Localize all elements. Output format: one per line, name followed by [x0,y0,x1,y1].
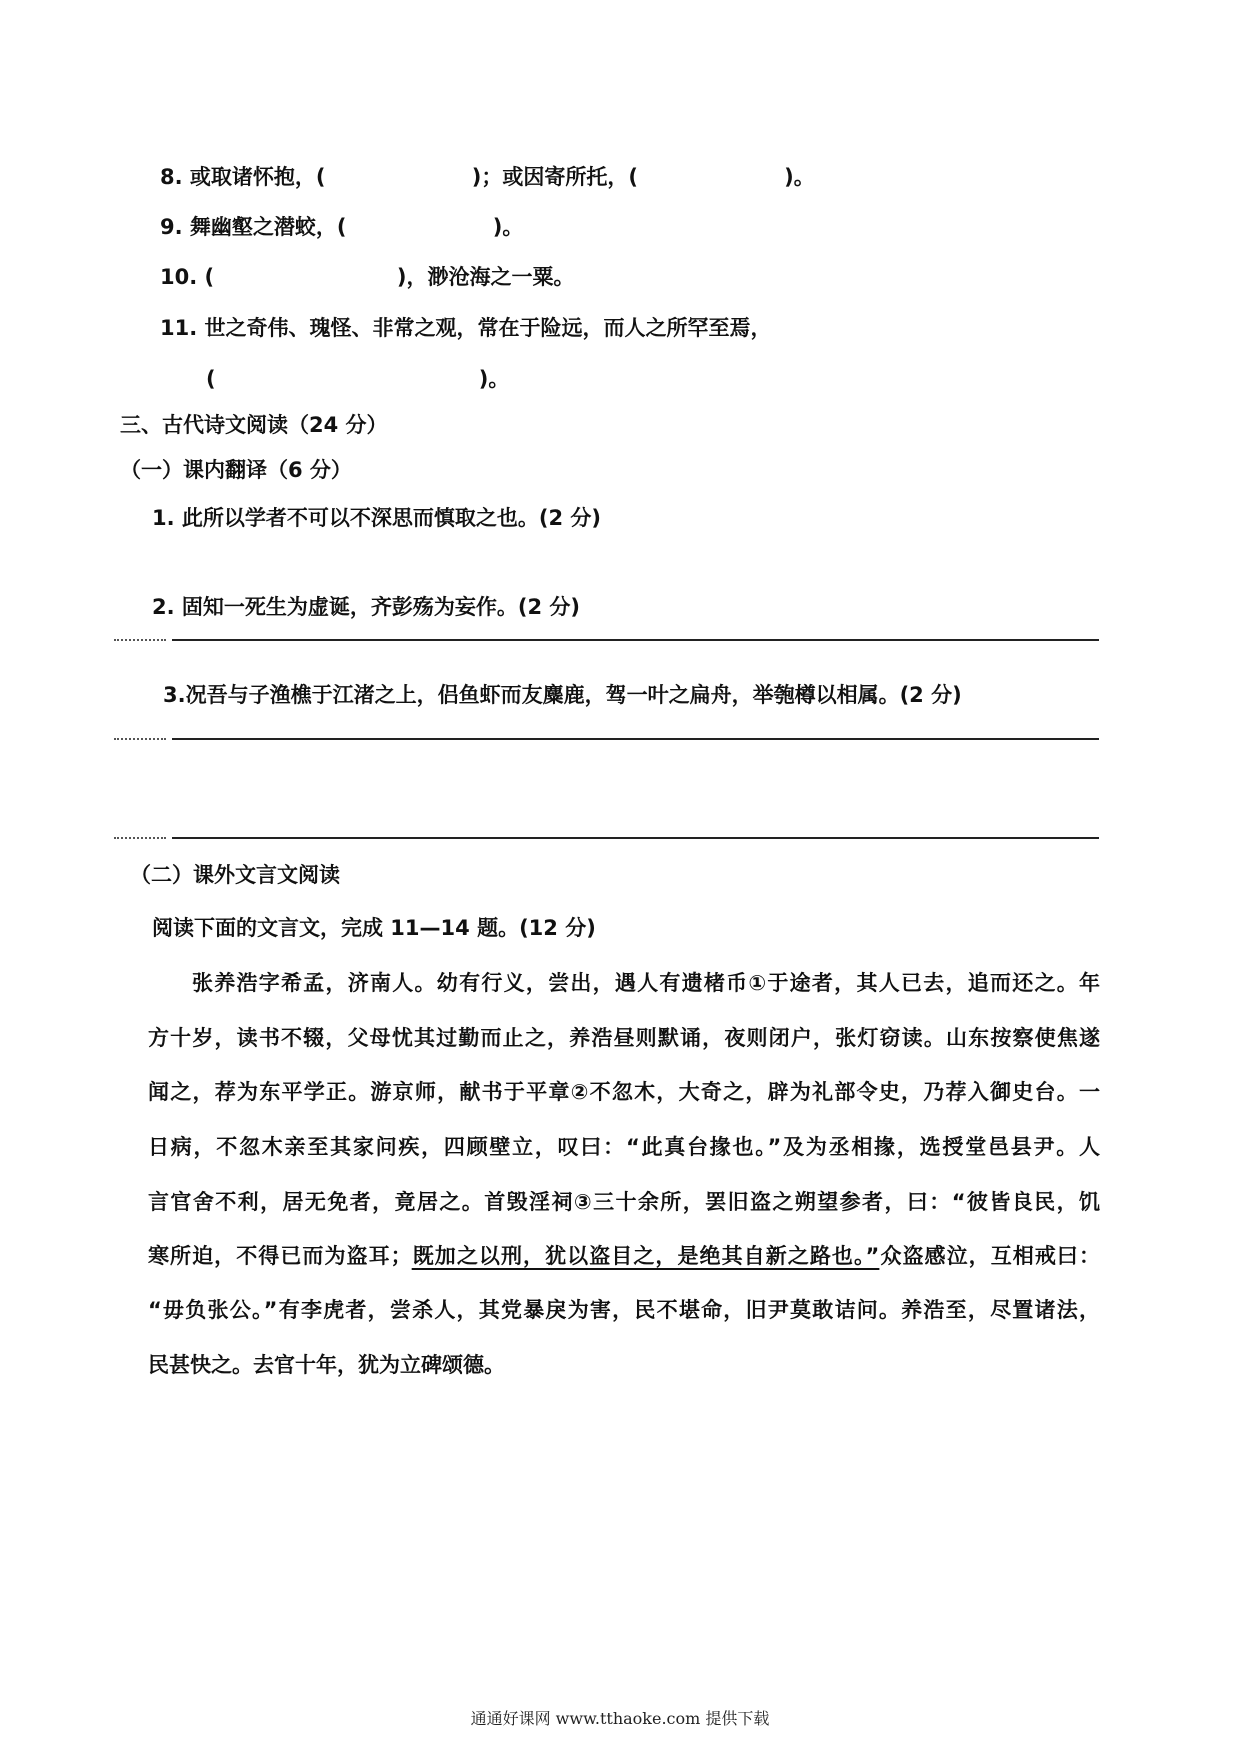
answer-line-2[interactable] [114,739,1099,741]
question-9: 9. 舞幽壑之潜蛟，( )。 [160,215,524,239]
page-footer: 通通好课网 www.tthaoke.com 提供下载 [470,1709,770,1728]
answer-line-3[interactable] [114,838,1099,840]
passage-line-2: 方十岁，读书不辍，父母忧其过勤而止之，养浩昼则默诵，夜则闭户，张灯窃读。山东按察使焦遂 [148,1026,1100,1050]
question-11: 11. 世之奇伟、瑰怪、非常之观，常在于险远，而人之所罕至焉， [160,316,772,340]
passage-line-4: 日病，不忽木亲至其家问疾，四顾壁立，叹曰：“此真台掾也。”及为丞相掾，选授堂邑县尹。人 [148,1135,1100,1159]
subsection-title-translation: （一）课内翻译（6 分） [120,458,352,482]
translation-question-3: 3.况吾与子渔樵于江渚之上，侣鱼虾而友麋鹿，驾一叶之扁舟，举匏樽以相属。(2 分) [163,683,962,707]
translation-question-2: 2. 固知一死生为虚诞，齐彭殇为妄作。(2 分) [152,595,581,619]
passage-line-6-tail: 众盗感泣，互相戒曰： [879,1244,1100,1268]
passage-underlined-sentence: 既加之以刑，犹以盗目之，是绝其自新之路也。” [411,1244,880,1268]
passage-line-7: “毋负张公。”有李虎者，尝杀人，其党暴戾为害，民不堪命，旧尹莫敢诘问。养浩至，尽置诸法， [148,1298,1100,1322]
question-8: 8. 或取诸怀抱，( )；或因寄所托，( )。 [160,165,815,189]
answer-line-1[interactable] [114,640,1099,642]
section-title: 三、古代诗文阅读（24 分） [120,413,388,437]
passage-line-5: 言官舍不利，居无免者，竟居之。首毁淫祠③三十余所，罢旧盗之朔望参者，曰：“彼皆良民，饥 [148,1190,1100,1214]
subsection-title-reading: （二）课外文言文阅读 [130,863,340,887]
passage-line-3: 闻之，荐为东平学正。游京师，献书于平章②不忽木，大奇之，辟为礼部令史，乃荐入御史台。一 [148,1080,1100,1104]
passage-line-6 [148,1242,1100,1270]
question-11-blank: ( )。 [206,367,510,391]
question-10: 10. ( )，渺沧海之一粟。 [160,265,575,289]
passage-line-1: 张养浩字希孟，济南人。幼有行义，尝出，遇人有遗楮币①于途者，其人已去，追而还之。年 [192,971,1100,995]
passage-line-6-head: 寒所迫，不得已而为盗耳； [148,1244,412,1268]
translation-question-1: 1. 此所以学者不可以不深思而慎取之也。(2 分) [152,506,602,530]
reading-instruction: 阅读下面的文言文，完成 11—14 题。(12 分) [152,916,596,940]
passage-line-8: 民甚快之。去官十年，犹为立碑颂德。 [148,1353,505,1377]
